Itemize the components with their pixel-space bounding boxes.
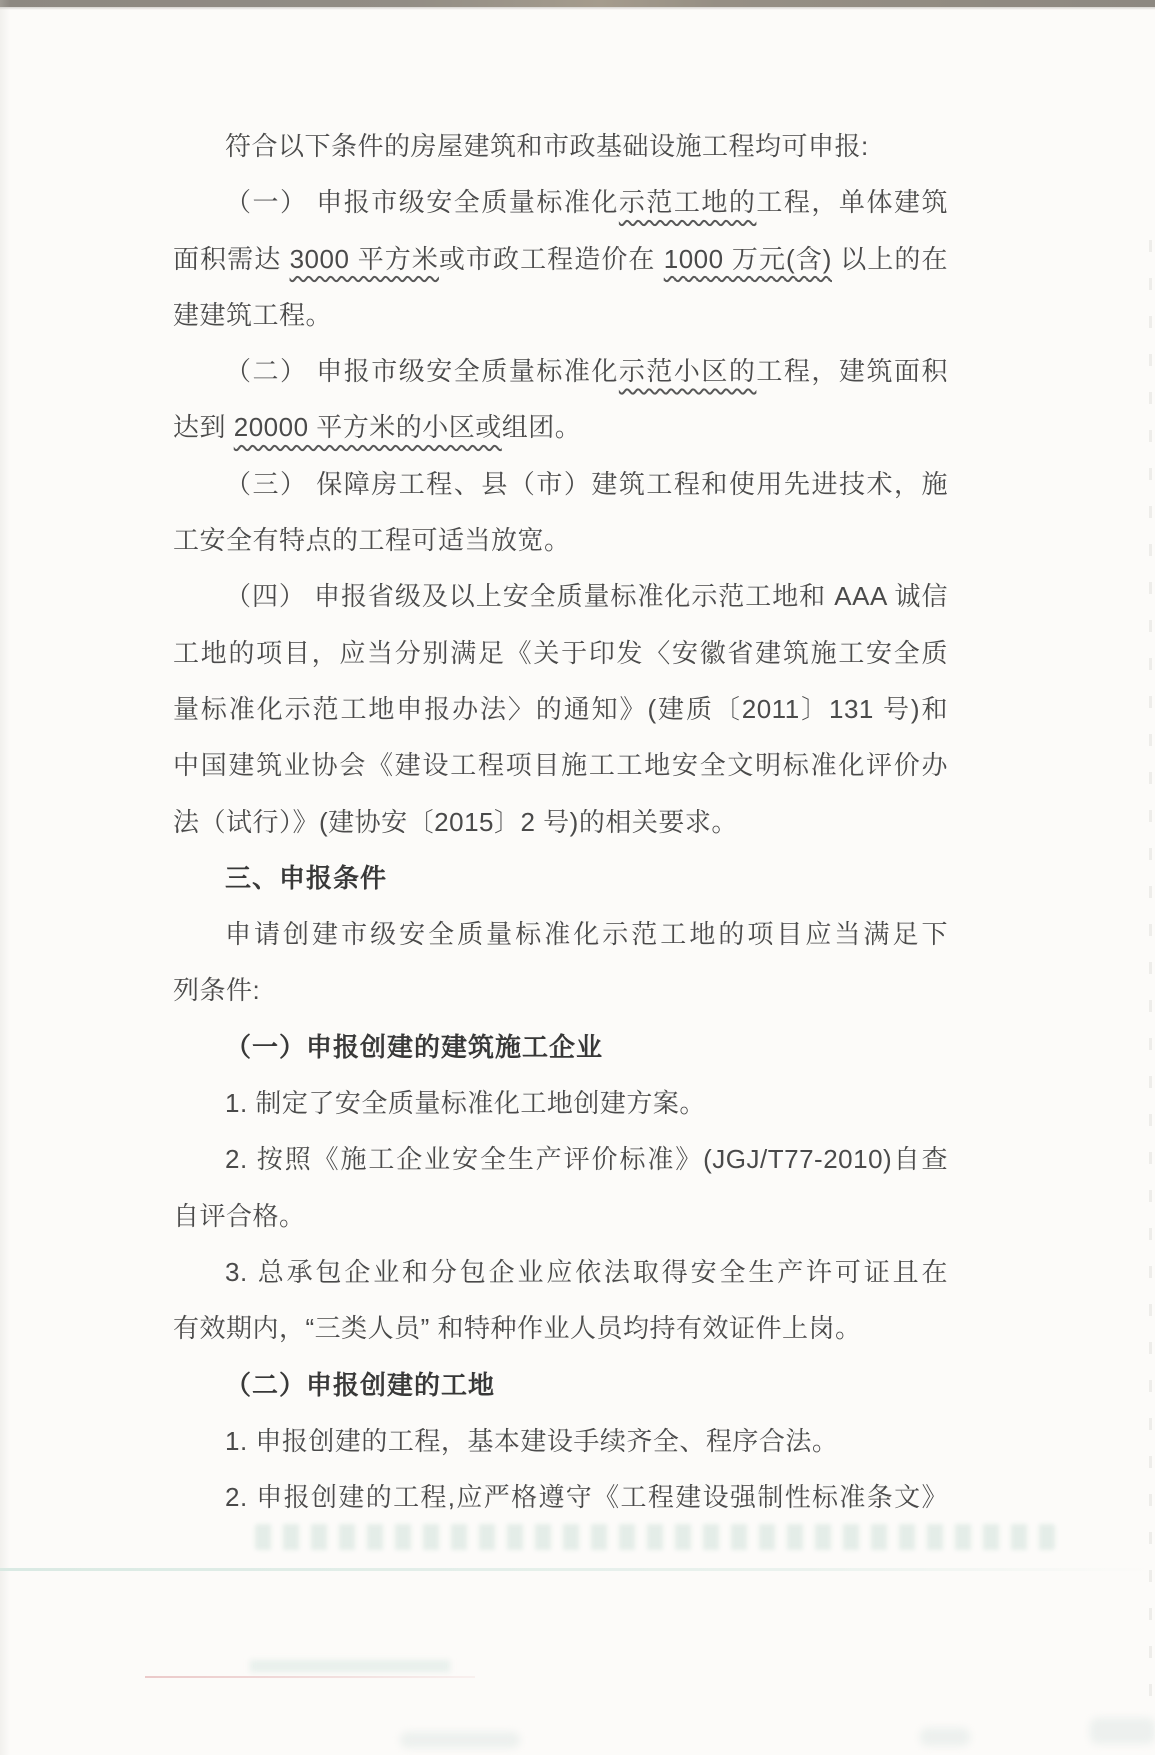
bleed-through-faint-line (0, 1568, 1155, 1571)
document-text-block (173, 118, 948, 1525)
text-segment: 符合以下条件的房屋建筑和市政基础设施工程均可申报: (225, 131, 869, 161)
text-line (173, 625, 948, 681)
text-segment: 列条件: (173, 975, 261, 1006)
hand-drawn-wavy-underline: 示范工地的 (618, 187, 757, 218)
text-line (173, 962, 948, 1018)
hand-drawn-wavy-underline: 20000 平方米的小区或 (233, 412, 502, 443)
text-segment: 量标准化示范工地申报办法〉的通知》(建质〔2011〕131 号)和 (173, 693, 948, 724)
text-segment: 法（试行）》(建协安〔2015〕2 号)的相关要求。 (173, 806, 738, 837)
text-line (173, 681, 948, 737)
heading-line (173, 850, 948, 906)
text-segment: 自评合格。 (173, 1200, 306, 1231)
scan-artifact-green-smudge (250, 1660, 450, 1672)
text-line (173, 1469, 948, 1525)
text-segment: 组团。 (501, 412, 582, 443)
text-line (173, 568, 948, 624)
text-line (173, 512, 948, 568)
hand-drawn-wavy-underline: 示范小区的 (618, 356, 757, 387)
text-segment: 2. 按照《施工企业安全生产评价标准》(JGJ/T77-2010)自查 (225, 1144, 948, 1175)
text-line (173, 1075, 948, 1131)
text-line (173, 1413, 948, 1469)
bleed-through-ghost-text (255, 1524, 1055, 1550)
hand-drawn-wavy-underline: 1000 万元(含) (663, 243, 832, 274)
scan-artifact-right-streak (1149, 240, 1152, 1700)
text-segment: （一） 申报市级安全质量标准化 (225, 187, 619, 218)
hand-drawn-wavy-underline: 3000 平方米 (289, 243, 439, 274)
text-line (173, 1188, 948, 1244)
text-line (173, 794, 948, 850)
scan-artifact-pink-line (145, 1676, 475, 1678)
text-segment: 工地的项目，应当分别满足《关于印发〈安徽省建筑施工安全质 (173, 637, 948, 668)
text-line (173, 399, 948, 455)
text-segment: 3. 总承包企业和分包企业应依法取得安全生产许可证且在 (225, 1256, 948, 1287)
text-segment: 达到 (173, 412, 234, 443)
text-line (173, 231, 948, 287)
text-segment: 申请创建市级安全质量标准化示范工地的项目应当满足下 (225, 919, 948, 950)
heading-line (173, 1357, 948, 1413)
text-line (173, 1131, 948, 1187)
scanner-top-edge-strip (0, 0, 1155, 7)
scanner-top-edge-shadow (0, 7, 1155, 10)
text-segment: 2. 申报创建的工程,应严格遵守《工程建设强制性标准条文》 (225, 1482, 948, 1513)
text-segment: 有效期内，“三类人员” 和特种作业人员均持有效证件上岗。 (173, 1313, 862, 1344)
text-line (173, 174, 948, 230)
heading-line (173, 1019, 948, 1075)
text-segment: 1. 申报创建的工程，基本建设手续齐全、程序合法。 (225, 1425, 839, 1456)
text-segment: 中国建筑业协会《建设工程项目施工工地安全文明标准化评价办 (173, 750, 948, 781)
text-segment: 三、申报条件 (225, 862, 388, 893)
text-segment: （二）申报创建的工地 (225, 1369, 496, 1400)
text-segment: 工程，建筑面积 (756, 356, 948, 387)
text-segment: 面积需达 (173, 243, 290, 274)
text-segment: 工程，单体建筑 (756, 187, 948, 218)
text-segment: （四） 申报省级及以上安全质量标准化示范工地和 AAA 诚信 (225, 581, 948, 612)
page-left-edge-tint (0, 0, 10, 1755)
text-segment: 1. 制定了安全质量标准化工地创建方案。 (225, 1088, 706, 1119)
text-line (173, 287, 948, 343)
text-segment: （一）申报创建的建筑施工企业 (225, 1031, 604, 1062)
scan-artifact-bottom-smudge (920, 1728, 970, 1746)
scan-artifact-bottom-smudge (400, 1732, 520, 1748)
text-line (173, 456, 948, 512)
text-segment: 工安全有特点的工程可适当放宽。 (173, 525, 571, 556)
text-segment: （三） 保障房工程、县（市）建筑工程和使用先进技术，施 (225, 468, 948, 499)
text-segment: 以上的在 (831, 243, 948, 274)
text-line (173, 343, 948, 399)
text-segment: 或市政工程造价在 (438, 243, 664, 274)
text-line (173, 1300, 948, 1356)
text-line (173, 118, 948, 174)
text-segment: 建建筑工程。 (173, 299, 333, 330)
text-line (173, 906, 948, 962)
scan-artifact-bottom-smudge (1090, 1718, 1155, 1744)
text-line (173, 737, 948, 793)
text-line (173, 1244, 948, 1300)
text-segment: （二） 申报市级安全质量标准化 (225, 356, 619, 387)
